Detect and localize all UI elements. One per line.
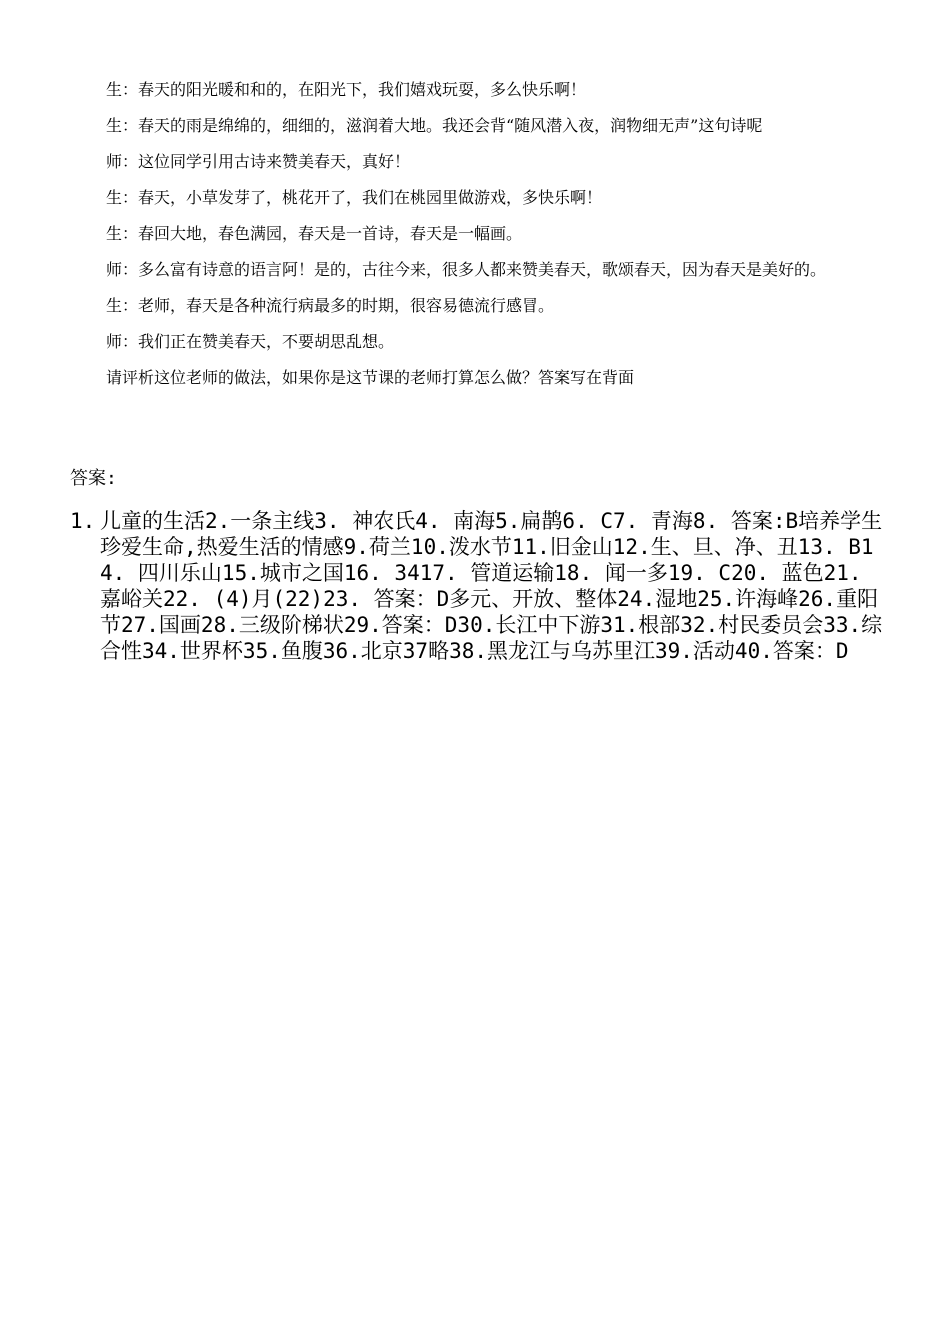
dialogue-line: 生：春回大地，春色满园，春天是一首诗，春天是一幅画。: [106, 224, 523, 243]
dialogue-line: 师：多么富有诗意的语言阿！是的，古往今来，很多人都来赞美春天，歌颂春天，因为春天是美好的。: [106, 260, 827, 279]
answers-text: 儿童的生活2.一条主线3. 神农氏4. 南海5.扁鹊6. C7. 青海8. 答案:B培养学生珍爱生命,热爱生活的情感9.荷兰10.泼水节11.旧金山12.生、旦、净、丑13. B14. 四川乐山15.城市之国16. 3417. 管道运输18. 闻一多19. C20. 蓝色21. 嘉峪关22. (4)月(22)23. 答案：D多元、开放、整体24.湿地25.许海峰26.重阳节27.国画28.三级阶梯状29.答案：D30.长江中下游31.根部32.村民委员会33.综合性34.世界杯35.鱼腹36.北京37略38.黑龙江与乌苏里江39.活动40.答案：D: [100, 509, 883, 663]
dialogue-line: 生：老师，春天是各种流行病最多的时期，很容易德流行感冒。: [106, 296, 555, 315]
question-prompt: 请评析这位老师的做法，如果你是这节课的老师打算怎么做？答案写在背面: [106, 368, 635, 387]
dialogue-line: 生：春天，小草发芽了，桃花开了，我们在桃园里做游戏，多快乐啊！: [106, 188, 603, 207]
dialogue-line: 生：春天的雨是绵绵的，细细的，滋润着大地。我还会背“随风潜入夜，润物细无声”这句诗呢: [106, 116, 763, 135]
dialogue-line: 生：春天的阳光暖和和的，在阳光下，我们嬉戏玩耍，多么快乐啊！: [106, 80, 587, 99]
answers-number: 1.: [70, 509, 96, 533]
dialogue-line: 师：我们正在赞美春天，不要胡思乱想。: [106, 332, 395, 351]
classroom-dialogue: [56, 72, 886, 396]
answers-list: [70, 508, 885, 664]
dialogue-line: 师：这位同学引用古诗来赞美春天，真好！: [106, 152, 411, 171]
answers-heading: 答案:: [70, 468, 117, 489]
